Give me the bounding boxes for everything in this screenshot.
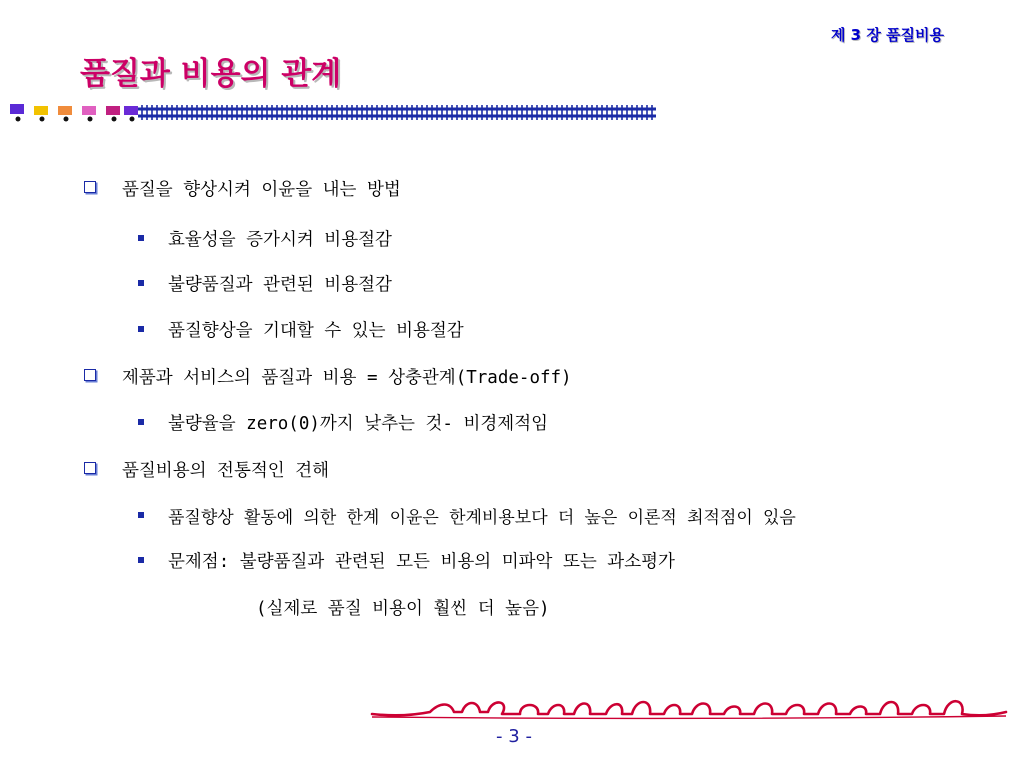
- chapter-label: 제 3 장 품질비용: [830, 26, 944, 44]
- hollow-square-bullet-icon: [84, 369, 96, 381]
- hollow-square-bullet-icon: [84, 181, 96, 193]
- sub-bullet-item: 효율성을 증가시켜 비용절감: [168, 230, 392, 250]
- sub-bullet-item: 품질향상을 기대할 수 있는 비용절감: [168, 321, 464, 341]
- sub-bullet-item: 문제점: 불량품질과 관련된 모든 비용의 미파악 또는 과소평가: [168, 552, 675, 572]
- sub-bullet-item: 품질향상 활동에 의한 한계 이윤은 한계비용보다 더 높은 이론적 최적점이 있음: [168, 508, 796, 528]
- bullet-item: 품질을 향상시켜 이윤을 내는 방법: [122, 180, 401, 200]
- bullet-item: 품질비용의 전통적인 견해: [122, 461, 330, 481]
- ornament-decoration: [370, 692, 1010, 722]
- filled-square-bullet-icon: [138, 280, 144, 286]
- sub-bullet-item: 불량율을 zero(0)까지 낮추는 것- 비경제적임: [168, 414, 549, 434]
- filled-square-bullet-icon: [138, 235, 144, 241]
- sub-bullet-item: 불량품질과 관련된 비용절감: [168, 275, 392, 295]
- bullet-item: 제품과 서비스의 품질과 비용 = 상충관계(Trade-off): [122, 368, 572, 388]
- filled-square-bullet-icon: [138, 557, 144, 563]
- filled-square-bullet-icon: [138, 419, 144, 425]
- hollow-square-bullet-icon: [84, 462, 96, 474]
- train-decoration-icon: [8, 100, 658, 124]
- filled-square-bullet-icon: [138, 326, 144, 332]
- page-number: - 3 -: [496, 726, 532, 747]
- continuation-text: (실제로 품질 비용이 훨씬 더 높음): [256, 599, 550, 619]
- page-title: 품질과 비용의 관계: [80, 56, 342, 92]
- filled-square-bullet-icon: [138, 512, 144, 518]
